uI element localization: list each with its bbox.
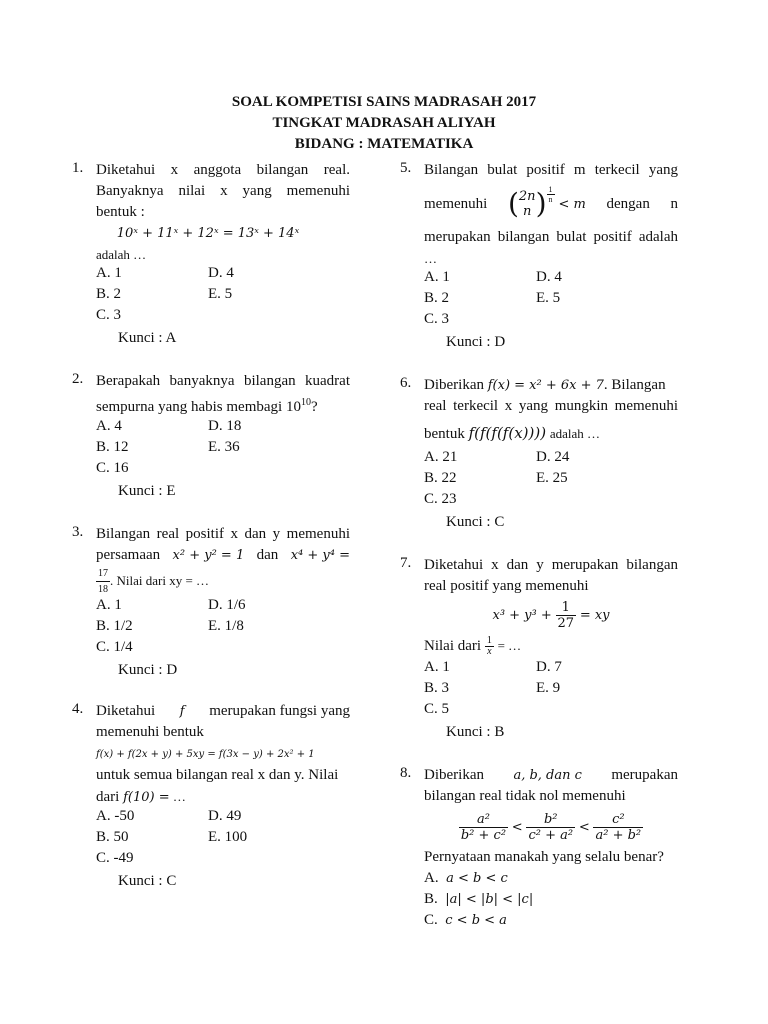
question-number: 3.: [72, 524, 84, 540]
denominator: 18: [98, 584, 108, 595]
option-a: A. 4: [96, 418, 122, 434]
option-a: A. 21: [424, 449, 458, 465]
exponent: 10: [300, 397, 311, 408]
document-subject: BIDANG : MATEMATIKA: [294, 136, 474, 152]
option-e: E. 9: [536, 680, 561, 696]
question-text: adalah …: [96, 247, 147, 262]
question-3: [72, 524, 350, 681]
question-text: memenuhi: [424, 195, 488, 212]
question-number: 4.: [72, 701, 84, 717]
equation: f(x) + f(2x + y) + 5xy = f(3x − y) + 2x² + 1: [96, 749, 315, 760]
question-text: untuk semua bilangan real x dan y. Nilai: [96, 767, 339, 783]
inequality: [424, 807, 678, 847]
question-7: [400, 555, 678, 743]
option-a: A. 1: [424, 269, 450, 285]
numerator: c²: [593, 812, 643, 828]
option-b: B. 12: [96, 439, 129, 455]
function-symbol: f: [179, 704, 185, 719]
denominator: a² + b²: [595, 828, 642, 844]
answer-key: Kunci : B: [446, 724, 505, 740]
numerator: 1: [548, 185, 553, 194]
question-text: Diberikan: [424, 767, 484, 783]
answer-key: Kunci : C: [118, 873, 177, 889]
question-1: [72, 160, 350, 349]
answer-key: Kunci : D: [118, 662, 178, 678]
equation: f(10) =: [123, 790, 170, 805]
option-b-label: B.: [424, 891, 438, 907]
option-a: a < b < c: [446, 871, 508, 886]
option-b: B. 3: [424, 680, 450, 696]
question-text: bentuk: [424, 426, 465, 442]
question-number: 7.: [400, 555, 412, 571]
option-d: D. 49: [208, 808, 242, 824]
question-text: persamaan: [96, 547, 161, 563]
option-c-label: C.: [424, 912, 438, 928]
option-d: D. 24: [536, 449, 570, 465]
question-number: 5.: [400, 160, 412, 176]
question-text: adalah …: [549, 426, 600, 441]
numerator: 1: [556, 600, 577, 616]
question-text: Nilai dari: [424, 638, 482, 654]
option-b: B. 2: [424, 290, 450, 306]
question-text: merupakan bilangan bulat positif adalah: [424, 229, 678, 245]
question-text: Diketahui x dan y merupakan bilangan: [424, 557, 678, 573]
question-text: Berapakah banyaknya bilangan kuadrat: [96, 373, 350, 389]
equation: x² + y² = 1: [172, 548, 245, 563]
option-c: C. 1/4: [96, 639, 133, 655]
question-number: 8.: [400, 765, 412, 781]
denominator: n: [548, 195, 553, 204]
equation: a, b, dan c: [513, 768, 582, 783]
less-than: <: [511, 820, 523, 835]
question-text: dari: [96, 789, 120, 805]
option-e: E. 36: [208, 439, 240, 455]
answer-key: Kunci : A: [118, 330, 177, 346]
question-text: …: [169, 789, 186, 804]
question-text: Diberikan: [424, 377, 484, 393]
fraction: [526, 812, 575, 843]
fraction: [96, 566, 110, 597]
question-text: sempurna yang habis membagi 10: [96, 399, 301, 415]
option-c: C. 23: [424, 491, 457, 507]
question-text: real terkecil x yang mungkin memenuhi: [424, 398, 678, 414]
option-d: D. 4: [536, 269, 562, 285]
denominator: c² + a²: [528, 828, 574, 844]
denominator: 27: [557, 616, 575, 632]
question-text: dengan: [606, 195, 650, 212]
option-b: |a| < |b| < |c|: [445, 892, 534, 907]
option-d: D. 18: [208, 418, 242, 434]
question-text: . Bilangan: [603, 377, 666, 393]
option-e: E. 1/8: [208, 618, 244, 634]
question-text: Bilangan bulat positif m terkecil yang: [424, 162, 678, 178]
question-text: n: [670, 195, 678, 212]
option-c: C. -49: [96, 850, 134, 866]
option-b: B. 1/2: [96, 618, 133, 634]
fraction: [556, 600, 577, 631]
option-a: A. 1: [96, 597, 122, 613]
question-text: Bilangan real positif x dan y memenuhi: [96, 526, 350, 542]
option-b: B. 50: [96, 829, 129, 845]
option-d: D. 7: [536, 659, 562, 675]
option-b: B. 22: [424, 470, 457, 486]
question-text: Pernyataan manakah yang selalu benar?: [424, 849, 664, 865]
option-c: C. 16: [96, 460, 129, 476]
option-c: c < b < a: [445, 913, 507, 928]
left-column: [72, 160, 350, 892]
answer-key: Kunci : E: [118, 483, 176, 499]
question-2: [72, 371, 350, 502]
denominator: x: [487, 646, 492, 658]
fraction: [485, 636, 494, 657]
exponent-fraction: [547, 185, 555, 204]
question-number: 6.: [400, 375, 412, 391]
question-text: bentuk :: [96, 204, 145, 220]
binomial-top: 2n: [518, 189, 536, 204]
binomial-bottom: n: [523, 204, 532, 219]
equation: f(f(f(f(x)))): [468, 424, 547, 442]
fraction: [593, 812, 643, 843]
equation: x³ + y³ +: [492, 608, 552, 623]
option-b: B. 2: [96, 286, 122, 302]
option-e: E. 5: [536, 290, 561, 306]
equation: f(x) = x² + 6x + 7: [487, 378, 604, 393]
question-text: bilangan real tidak nol memenuhi: [424, 788, 626, 804]
question-text: Banyaknya nilai x yang memenuhi: [96, 183, 350, 199]
question-text: merupakan fungsi yang: [209, 703, 350, 719]
question-8: [400, 765, 678, 931]
binomial-expression: ( 2n n ) $\frac{1}{n}$ < m: [507, 185, 586, 220]
option-e: E. 100: [208, 829, 248, 845]
question-4: [72, 701, 350, 892]
option-d: D. 1/6: [208, 597, 246, 613]
option-e: E. 5: [208, 286, 233, 302]
numerator: a²: [459, 812, 508, 828]
question-text: memenuhi bentuk: [96, 724, 204, 740]
equation: 10ˣ + 11ˣ + 12ˣ = 13ˣ + 14ˣ: [116, 226, 300, 241]
option-d: D. 4: [208, 265, 234, 281]
option-e: E. 25: [536, 470, 568, 486]
question-number: 2.: [72, 371, 84, 387]
answer-key: Kunci : C: [446, 514, 505, 530]
option-a-label: A.: [424, 870, 439, 886]
question-text: . Nilai dari xy = …: [110, 572, 210, 588]
numerator: 17: [96, 566, 110, 582]
numerator: b²: [526, 812, 575, 828]
question-text: dan: [256, 547, 279, 563]
denominator: b² + c²: [460, 828, 507, 844]
document-title: SOAL KOMPETISI SAINS MADRASAH 2017: [231, 94, 537, 110]
question-text: Diketahui x anggota bilangan real.: [96, 162, 350, 178]
option-a: A. 1: [96, 265, 122, 281]
option-c: C. 3: [96, 307, 122, 323]
option-a: A. 1: [424, 659, 450, 675]
answer-key: Kunci : D: [446, 334, 506, 350]
question-number: 1.: [72, 160, 84, 176]
question-text: ?: [310, 399, 318, 415]
question-text: …: [424, 251, 437, 266]
less-than: <: [578, 820, 590, 835]
question-6: [400, 375, 678, 533]
question-text: Diketahui: [96, 703, 156, 719]
right-column: [400, 160, 678, 931]
equation: = xy: [579, 608, 610, 623]
equation: x⁴ + y⁴ =: [290, 548, 350, 563]
question-text: = …: [497, 638, 522, 653]
question-text: merupakan: [611, 767, 678, 783]
numerator: 1: [486, 635, 492, 647]
question-text: real positif yang memenuhi: [424, 578, 589, 594]
question-5: [400, 160, 678, 353]
option-c: C. 3: [424, 311, 450, 327]
document-subtitle: TINGKAT MADRASAH ALIYAH: [272, 115, 496, 131]
option-c: C. 5: [424, 701, 450, 717]
fraction: [459, 812, 508, 843]
option-a: A. -50: [96, 808, 135, 824]
equation: < m: [558, 196, 586, 212]
